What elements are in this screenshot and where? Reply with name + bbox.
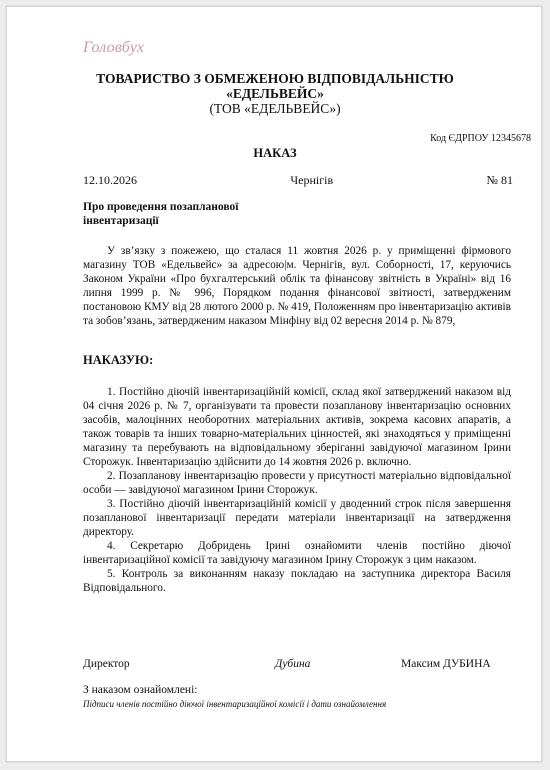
acknowledgement-note: Підписи членів постійно діючої інвентаризаційної комісії і дати ознайомлення	[83, 699, 387, 709]
logo: Головбух	[83, 39, 145, 56]
company-name-line1: ТОВАРИСТВО З ОБМЕЖЕНОЮ ВІДПОВІДАЛЬНІСТЮ	[96, 71, 454, 86]
signer-signature: Дубина	[275, 658, 311, 670]
company-header	[7, 71, 543, 116]
order-item: 4. Секретарю Добридень Ірині ознайомити членів постійно діючої інвентаризаційної комісії та завідуючу магазином Ірину Сторожук з цим наказом.	[83, 540, 511, 566]
order-city: Чернігів	[290, 173, 334, 187]
order-title: НАКАЗ	[253, 146, 297, 160]
order-subject: Про проведення позапланової інвентаризації	[83, 201, 239, 227]
order-item: 3. Постійно діючій інвентаризаційній комісії у дводенний строк після завершення позапланової інвентаризації передати матеріали інвентаризації на затвердження директору.	[83, 498, 511, 538]
signer-role: Директор	[83, 658, 130, 670]
company-short-name: (ТОВ «ЕДЕЛЬВЕЙС»)	[209, 101, 341, 116]
order-date: 12.10.2026	[83, 173, 137, 187]
order-item: 5. Контроль за виконанням наказу покладаю на заступника директора Василя Відповідального.	[83, 568, 511, 594]
company-name-line2: «ЕДЕЛЬВЕЙС»	[226, 86, 324, 101]
order-meta-row	[83, 173, 513, 188]
signer-name: Максим ДУБИНА	[401, 658, 491, 670]
order-item: 1. Постійно діючій інвентаризаційній комісії, склад якої затверджений наказом від 04 січня 2026 р. № 7, організувати та провести позапланову інвентаризацію основних засобів, малоцінних необоротних матеріальних активів, зокрема касових апаратів, а також товарів та інших товарно-матеріальних цінностей, які знаходяться у приміщенні магазину та перебувають на відповідальному зберіганні завідуючої магазином Ірини Сторожук. Інвентаризацію здійснити до 14 жовтня 2026 р. включно.	[83, 386, 511, 468]
document-page	[6, 6, 542, 762]
order-item: 2. Позапланову інвентаризацію провести у присутності матеріально відповідальної особи — завідуючої магазином Ірини Сторожук.	[83, 470, 511, 496]
intro-paragraph: У зв’язку з пожежею, що сталася 11 жовтня 2026 р. у приміщенні фірмового магазину ТОВ «Едельвейс» за адресою|м. Чернігів, вул. Соборності, 17, керуючись Законом України «Про бухгалтерський облік та фінансову звітність в Україні» від 16 липня 1999 р. № 996, Порядком подання фінансової звітності, затвердженим постановою КМУ від 28 лютого 2000 р. № 419, Положенням про інвентаризацію активів та зобов’язань, затвердженим наказом Мінфіну від 02 вересня 2014 р. № 879,	[83, 245, 511, 327]
edrpou-code: Код ЄДРПОУ 12345678	[430, 133, 531, 144]
order-number: № 81	[486, 173, 513, 187]
order-directive-heading: НАКАЗУЮ:	[83, 353, 154, 367]
order-items	[83, 385, 511, 595]
acknowledgement-label: З наказом ознайомлені:	[83, 684, 198, 696]
